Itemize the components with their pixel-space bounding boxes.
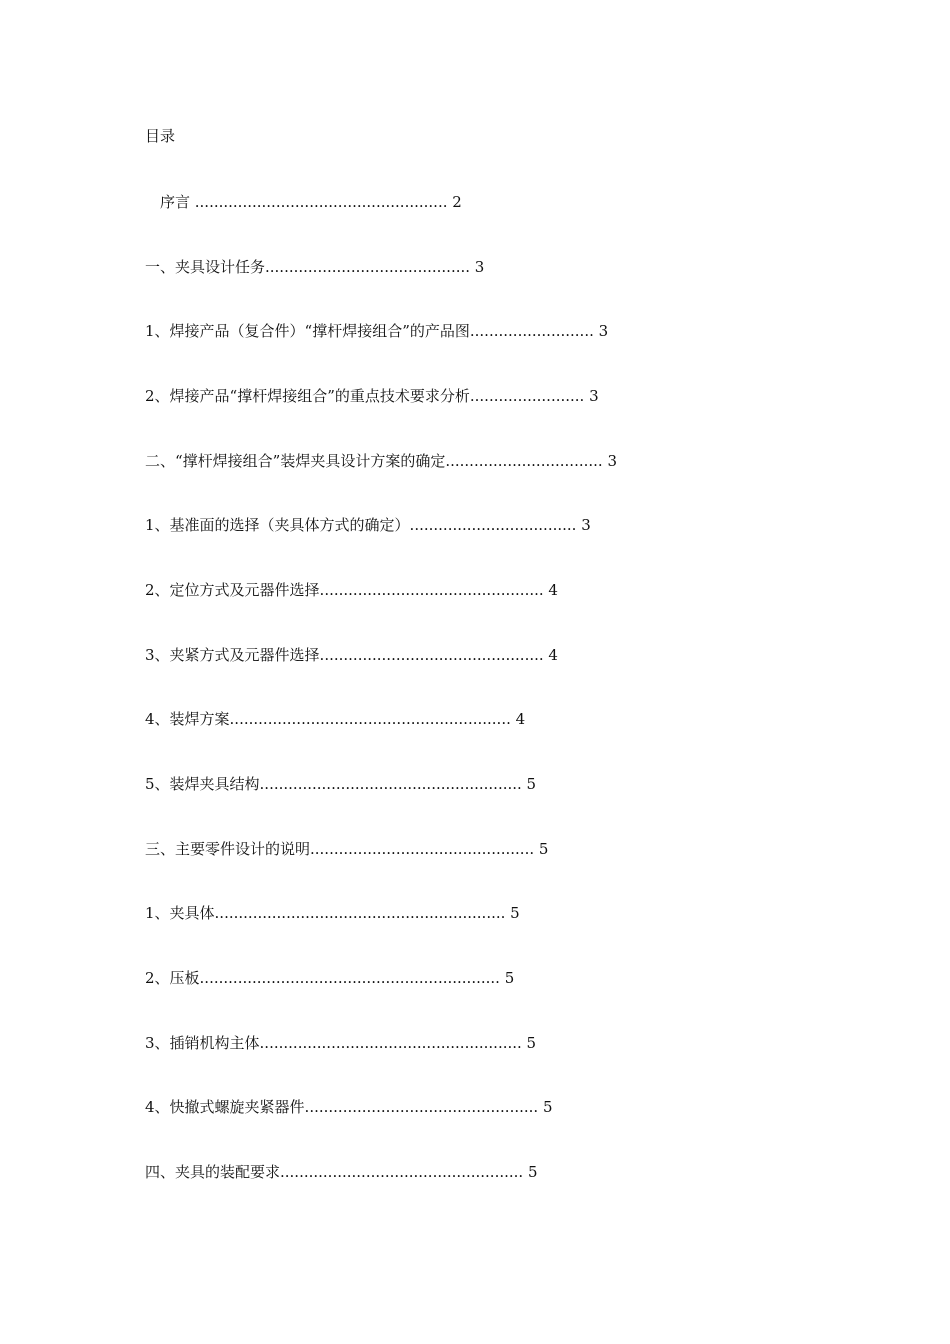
toc-entry-section-2: 二、“撑杆焊接组合”装焊夹具设计方案的确定................................. 3 (145, 452, 617, 470)
toc-entry-preface: 序言 ..................................................... 2 (160, 193, 462, 211)
toc-entry-3-3: 3、插销机构主体....................................................... 5 (145, 1034, 537, 1052)
toc-entry-section-4: 四、夹具的装配要求................................................... 5 (145, 1163, 538, 1181)
toc-entry-1-1: 1、焊接产品（复合件）“撑杆焊接组合”的产品图.......................... 3 (145, 322, 609, 340)
toc-entry-section-3: 三、主要零件设计的说明............................................... 5 (145, 840, 549, 858)
toc-entry-2-3: 3、夹紧方式及元器件选择............................................... 4 (145, 646, 558, 664)
toc-entry-2-5: 5、装焊夹具结构....................................................... 5 (145, 775, 537, 793)
toc-entry-3-2: 2、压板............................................................... 5 (145, 969, 515, 987)
toc-title: 目录 (145, 127, 176, 145)
toc-entry-1-2: 2、焊接产品“撑杆焊接组合”的重点技术要求分析........................ 3 (145, 387, 599, 405)
toc-entry-2-1: 1、基准面的选择（夹具体方式的确定）................................... 3 (145, 516, 591, 534)
toc-entry-3-1: 1、夹具体............................................................. 5 (145, 904, 520, 922)
toc-entry-2-4: 4、装焊方案........................................................... 4 (145, 710, 526, 728)
toc-entry-2-2: 2、定位方式及元器件选择............................................... 4 (145, 581, 558, 599)
toc-entry-3-4: 4、快撤式螺旋夹紧器件................................................. 5 (145, 1098, 553, 1116)
toc-entry-section-1: 一、夹具设计任务........................................... 3 (145, 258, 485, 276)
